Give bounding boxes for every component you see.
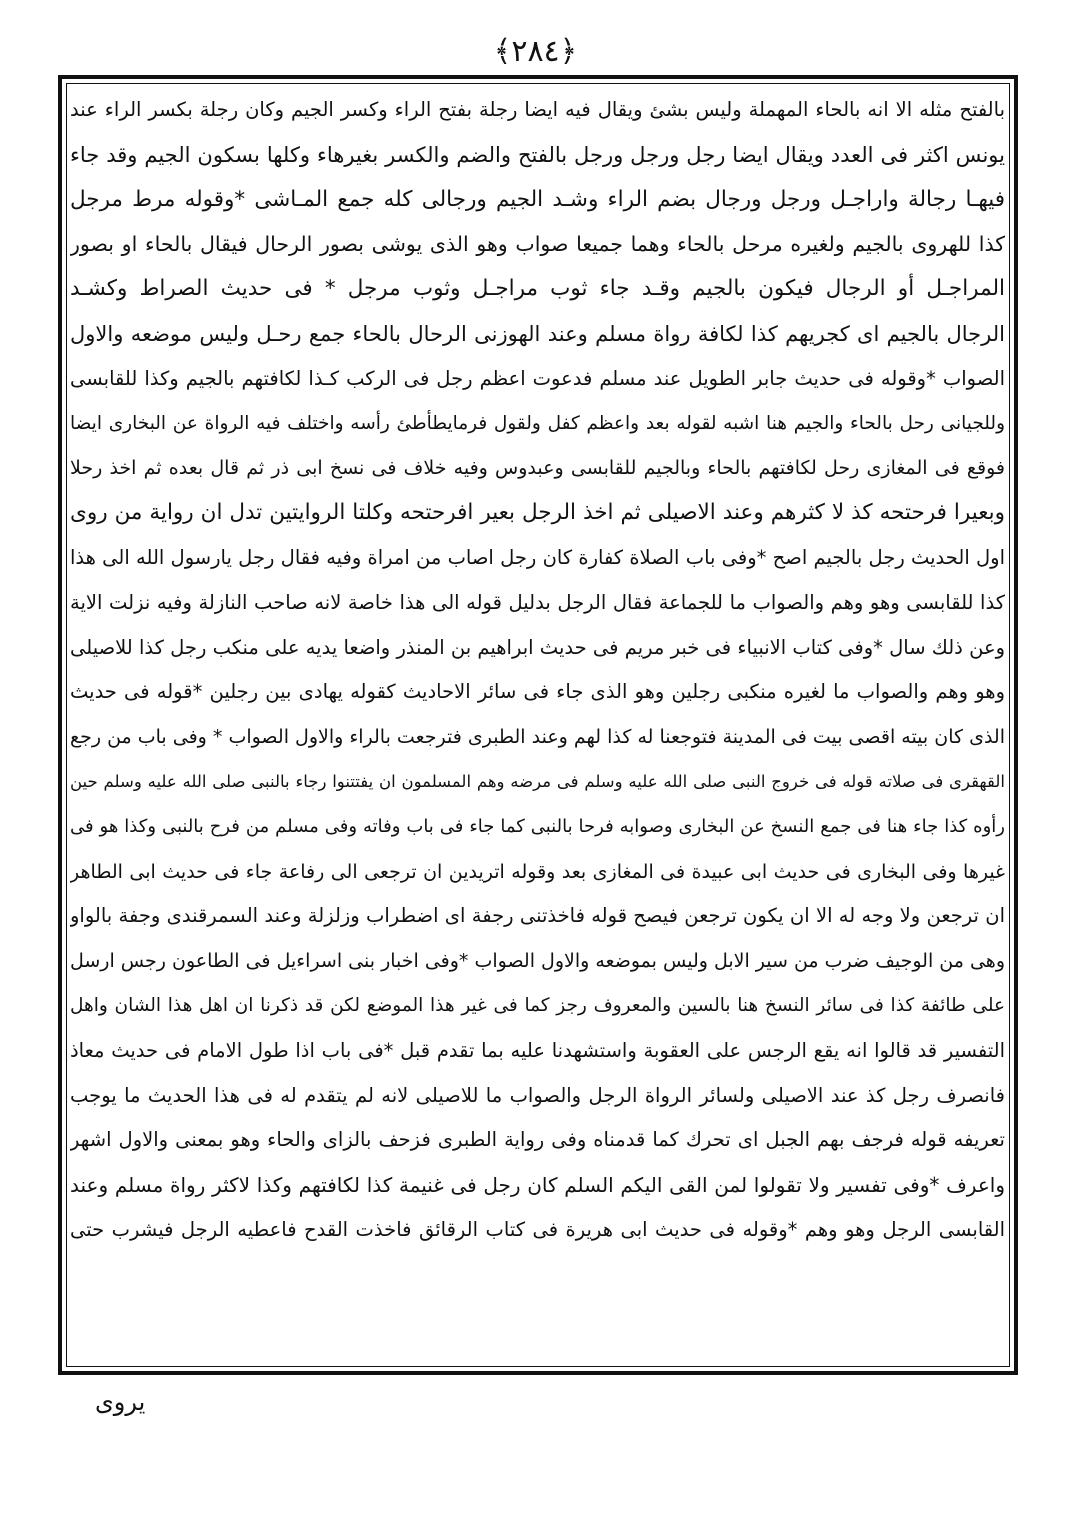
text-line: كذا للهروى بالجيم ولغيره مرحل بالحاء وهما جميعا صواب وهو الذى يوشى بصور الرحال فيقال بالحاء او بصور: [70, 232, 1005, 257]
main-text: [70, 88, 1005, 1368]
text-line: اول الحديث رجل بالجيم اصح *وفى باب الصلاة كفارة كان رجل اصاب من امراة وفيه فقال رجل يارسول الله الى هذا: [70, 545, 1005, 569]
text-line: رأوه كذا جاء هنا فى جمع النسخ عن البخارى وصوابه فرحا بالنبى كما جاء فى باب وفاته وفى مسلم من فرح بالنبى وكذا هو فى: [70, 815, 1005, 837]
text-line: يونس اكثر فى العدد ويقال ايضا رجل ورجل ورجل بالفتح والضم والكسر بغيرهاء وكلها بسكون الجيم وقد جاء: [70, 142, 1005, 167]
text-line: فوقع فى المغازى رحل لكافتهم بالحاء وبالجيم للقابسى وعبدوس وفيه خلاف فى نسخ ابى ذر ثم قال بعده ثم اخذ رحلا: [70, 457, 1005, 480]
page-number: ﴿٢٨٤﴾: [493, 34, 578, 69]
text-line: وهى من الوجيف ضرب من سير الابل وليس بموضعه والاول الصواب *وفى اخبار بنى اسراءيل فى الطاعون رجس ارسل: [70, 950, 1005, 973]
text-line: فانصرف رجل كذ عند الاصيلى ولسائر الرواة الرجل والصواب ما للاصيلى لانه لم يتقدم له فى هذا الحديث ما يوجب: [70, 1083, 1005, 1107]
text-line: المراجـل أو الرجال فيكون بالجيم وقـد جاء ثوب مراجـل وثوب مرجل * فى حديث الصراط وكشـد: [70, 276, 1005, 302]
text-line: كذا للقابسى وهو وهم والصواب ما للجماعة فقال الرجل بدليل قوله الى هذا خاصة لانه صاحب النازلة وفيه نزلت الاية: [70, 590, 1005, 614]
text-line: بالفتح مثله الا انه بالحاء المهملة وليس بشئ ويقال فيه ايضا رجلة بفتح الراء وكسر الجيم وكان رجلة بكسر الراء عند: [70, 98, 1005, 121]
text-line: وعن ذلك سال *وفى كتاب الانبياء فى خبر مريم فى حديث ابراهيم بن المنذر واضعا يديه على منكب رجل كذا للاصيلى: [70, 635, 1005, 659]
text-line: القابسى الرجل وهو وهم *وقوله فى حديث ابى هريرة فى كتاب الرقائق فاخذت القدح فاعطيه الرجل فيشرب حتى: [70, 1217, 1005, 1241]
text-line: التفسير قد قالوا انه يقع الرجس على العقوبة واستشهدنا عليه بما تقدم قبل *فى باب اذا طول الامام فى حديث معاذ: [70, 1038, 1005, 1062]
text-line: وهو وهم والصواب ما لغيره منكبى رجلين وهو الذى جاء فى سائر الاحاديث كقوله يهادى بين رجلين *قوله فى حديث: [70, 680, 1005, 704]
text-line: وبعيرا فرحتحه كذ لا كثرهم وعند الاصيلى ثم اخذ الرجل بعير افرحتحه وكلتا الروايتين تدل ان رواية من روى: [70, 500, 1005, 526]
text-line: القهقرى فى صلاته قوله فى خروج النبى صلى الله عليه وسلم فى مرضه وهم المسلمون ان يفتتنوا رجاء بالنبى صلى الله عليه وسلم حين: [70, 771, 1005, 791]
text-line: الرجال بالجيم اى كجريهم كذا لكافة رواة مسلم وعند الهوزنى الرحال بالحاء جمع رحـل وليس موضعه والاول: [70, 321, 1005, 346]
text-line: وللجيانى رحل بالحاء والجيم هنا اشبه لقوله بعد واعظم كفل ولقول فرمايطأطئ رأسه واختلف فيه الرواة عن البخارى ايضا: [70, 412, 1005, 434]
text-line: فيهـا رجالة واراجـل ورجل ورجال بضم الراء وشـد الجيم ورجالى كله جمع المـاشى *وقوله مرط مرجل: [70, 186, 1005, 212]
text-line: غيرها وفى البخارى فى حديث ابى عبيدة فى المغازى بعد وقوله اتريدين ان ترجعى الى رفاعة جاء فى حديث ابى الطاهر: [70, 860, 1005, 883]
catchword: يروى: [95, 1388, 146, 1416]
text-line: تعريفه قوله فرجف بهم الجبل اى تحرك كما قدمناه وفى رواية الطبرى فزحف بالزاى والحاء وهو بمعنى والاول اشهر: [70, 1128, 1005, 1152]
text-line: على طائفة كذا فى سائر النسخ هنا بالسين والمعروف رجز كما فى غير هذا الموضع لكن قد ذكرنا ان اهل هذا الشان واهل: [70, 994, 1005, 1016]
text-line: الذى كان بيته اقصى بيت فى المدينة فتوجعنا له كذا لهم وعند الطبرى فترجعت بالراء والاول الصواب * وفى باب من رجع: [70, 726, 1005, 749]
text-line: الصواب *وقوله فى حديث جابر الطويل عند مسلم فدعوت اعظم رجل فى الركب كـذا لكافتهم بالجيم وكذا للقابسى: [70, 366, 1005, 390]
text-line: ان ترجعن ولا وجه له الا ان يكون ترجعن فيصح قوله فاخذتنى رجفة اى اضطراب وزلزلة وعند السمرقندى وجفة بالواو: [70, 904, 1005, 928]
text-line: واعرف *وفى تفسير ولا تقولوا لمن القى اليكم السلم كان رجل فى غنيمة كذا لكافتهم وكذا لاكثر رواة مسلم وعند: [70, 1173, 1005, 1198]
